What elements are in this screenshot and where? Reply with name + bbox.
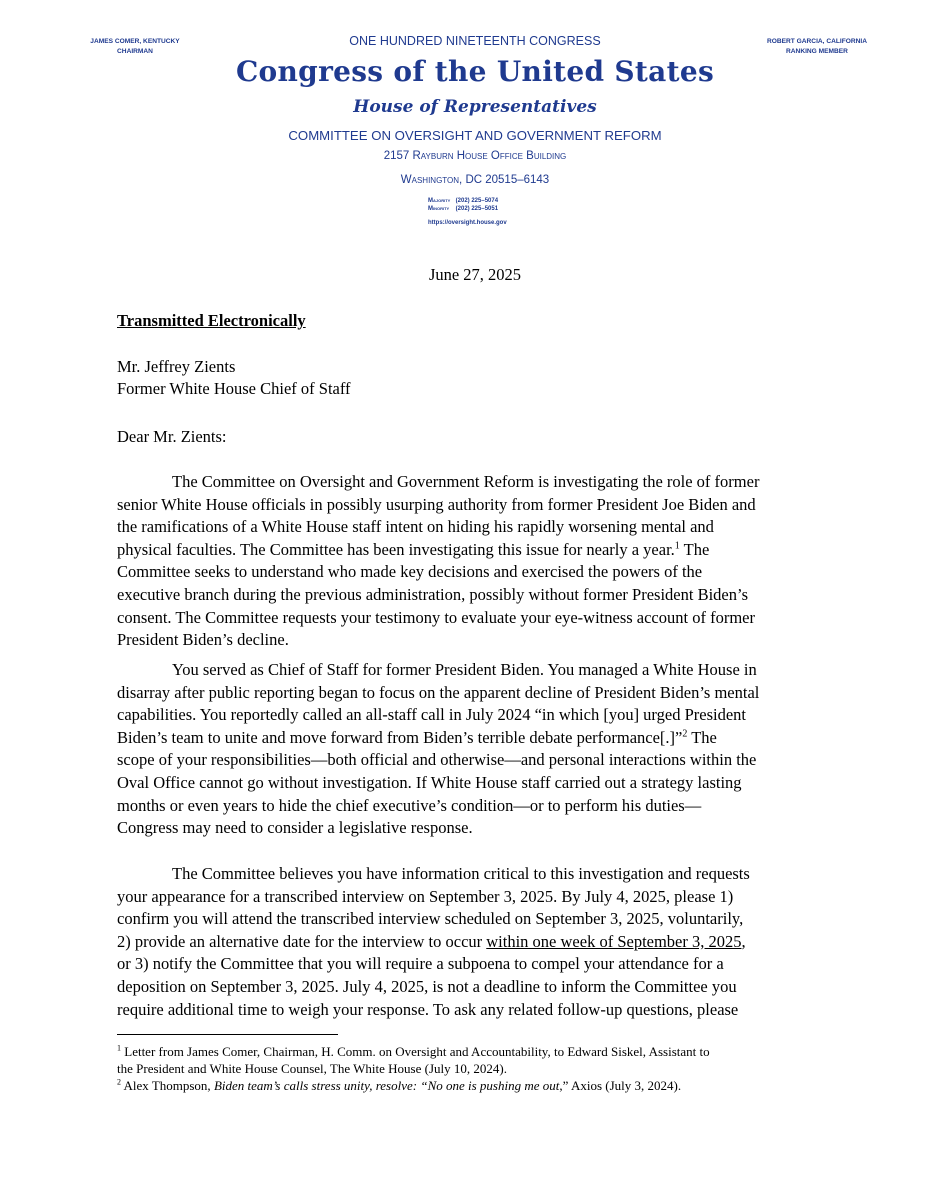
footnote-text: Letter from James Comer, Chairman, H. Comm. on Oversight and Accountability, to Edward Siskel, Assistant to <box>121 1044 710 1059</box>
line-text-end: The <box>679 539 710 559</box>
salutation: Dear Mr. Zients: <box>117 427 227 446</box>
paragraph-line <box>117 727 847 750</box>
majority-phone: (202) 225–5074 <box>455 198 499 204</box>
congress-number: ONE HUNDRED NINETEENTH CONGRESS <box>349 34 601 48</box>
paragraph-line: Congress may need to consider a legislative response. <box>117 818 473 838</box>
letterhead-title: Congress of the United States <box>235 55 715 88</box>
chairman-title: CHAIRMAN <box>117 48 153 55</box>
paragraph-line: require additional time to weigh your response. To ask any related follow-up questions, please <box>117 999 739 1019</box>
footnote-article-title: Biden team’s calls stress unity, resolve: “No one is pushing me out <box>213 1078 560 1093</box>
paragraph-line: disarray after public reporting began to focus on the apparent decline of President Biden’s mental <box>117 682 760 702</box>
footnote-1 <box>117 1044 857 1077</box>
committee-name: COMMITTEE ON OVERSIGHT AND GOVERNMENT REFORM <box>288 128 662 143</box>
paragraph-line <box>117 539 847 562</box>
line-text-end: , <box>741 931 746 951</box>
minority-phone: (202) 225–5051 <box>455 206 499 212</box>
phone-block <box>428 197 498 213</box>
paragraph-line: Oval Office cannot go without investigation. If White House staff carried out a strategy lasting <box>117 772 742 792</box>
footnote-line: the President and White House Counsel, The White House (July 10, 2024). <box>117 1060 507 1076</box>
footnote-ref-2: 2 <box>682 728 688 740</box>
paragraph-line: The Committee on Oversight and Government Reform is investigating the role of former <box>172 472 760 491</box>
paragraph-line: scope of your responsibilities—both official and otherwise—and personal interactions within the <box>117 750 757 770</box>
paragraph-line: consent. The Committee requests your testimony to evaluate your eye-witness account of former <box>117 607 755 627</box>
footnote-divider <box>117 1034 338 1035</box>
line-text-end: The <box>687 727 717 747</box>
underlined-date-range: within one week of September 3, 2025 <box>486 931 742 951</box>
paragraph-line: the ramifications of a White House staff intent on hiding his rapidly worsening mental and <box>117 517 714 537</box>
ranking-member-block <box>742 37 892 57</box>
paragraph-line: deposition on September 3, 2025. July 4, 2025, is not a deadline to inform the Committee you <box>117 976 737 996</box>
paragraph-line: confirm you will attend the transcribed interview scheduled on September 3, 2025, voluntarily, <box>117 909 744 929</box>
paragraph-line: capabilities. You reportedly called an all-staff call in July 2024 “in which [you] urged President <box>117 705 746 725</box>
recipient-title: Former White House Chief of Staff <box>117 379 351 398</box>
line-text: 2) provide an alternative date for the interview to occur <box>117 931 487 951</box>
letter-date: June 27, 2025 <box>428 265 522 284</box>
footnote-text-end: ,” Axios (July 3, 2024). <box>559 1078 682 1093</box>
paragraph-line: The Committee believes you have information critical to this investigation and requests <box>172 864 750 883</box>
footnote-number: 2 <box>117 1077 121 1087</box>
paragraph-line: executive branch during the previous administration, possibly without former President Biden’s <box>117 584 749 604</box>
chamber-name: House of Representatives <box>353 97 597 117</box>
footnote-line <box>117 1044 857 1061</box>
ranking-member-name: ROBERT GARCIA, CALIFORNIA <box>766 38 867 45</box>
office-address: 2157 Rayburn House Office Building <box>383 150 567 162</box>
transmission-heading: Transmitted Electronically <box>117 311 306 330</box>
majority-phone-line <box>428 197 498 205</box>
footnote-ref-1: 1 <box>674 540 680 552</box>
line-text: physical faculties. The Committee has been investigating this issue for nearly a year. <box>117 539 675 559</box>
paragraph-line: senior White House officials in possibly usurping authority from former President Joe Biden and <box>117 494 756 514</box>
recipient-block <box>117 356 351 400</box>
paragraph-line <box>117 931 847 954</box>
footnote-text: Alex Thompson, <box>121 1078 214 1093</box>
paragraph-line: Committee seeks to understand who made key decisions and exercised the powers of the <box>117 562 703 582</box>
footnote-2 <box>117 1078 857 1095</box>
paragraph-line: or 3) notify the Committee that you will require a subpoena to compel your attendance for a <box>117 954 724 974</box>
chairman-block <box>70 37 200 57</box>
minority-label: Minority <box>428 206 450 212</box>
ranking-member-title: RANKING MEMBER <box>786 48 848 55</box>
paragraph-line: your appearance for a transcribed interview on September 3, 2025. By July 4, 2025, please 1) <box>117 886 734 906</box>
website-url: https://oversight.house.gov <box>428 220 507 226</box>
office-city: Washington, DC 20515–6143 <box>400 174 550 186</box>
line-text: Biden’s team to unite and move forward from Biden’s terrible debate performance[.]” <box>117 727 683 747</box>
footnote-number: 1 <box>117 1043 121 1053</box>
recipient-name: Mr. Jeffrey Zients <box>117 357 236 376</box>
paragraph-2 <box>117 659 847 840</box>
majority-label: Majority <box>428 198 451 204</box>
minority-phone-line <box>428 205 498 213</box>
paragraph-line: You served as Chief of Staff for former President Biden. You managed a White House in <box>172 660 757 679</box>
paragraph-line: President Biden’s decline. <box>117 630 289 650</box>
paragraph-line: months or even years to hide the chief executive’s condition—or to perform his duties— <box>117 795 702 815</box>
paragraph-1 <box>117 471 847 652</box>
chairman-name: JAMES COMER, KENTUCKY <box>90 38 180 45</box>
paragraph-3 <box>117 863 847 1021</box>
footnote-line <box>117 1078 857 1095</box>
